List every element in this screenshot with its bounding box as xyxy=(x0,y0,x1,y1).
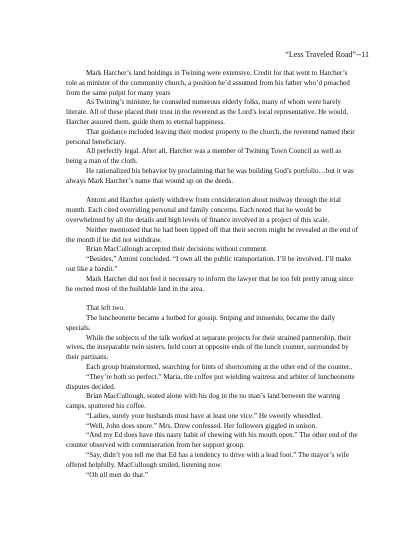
paragraph: “Besides,” Antoni concluded. “I own all the public transportation. I’ll be involved. I’ll make out like a bandit.” xyxy=(66,255,352,273)
paragraph: All perfectly legal. After all, Harcher was a member of Twining Town Council as well as being a man of the cloth. xyxy=(66,147,342,166)
paragraph: The luncheonette became a hotbed for gossip. Sniping and innuendo, became the daily specials. xyxy=(66,313,336,332)
section-break xyxy=(66,294,358,304)
emphasis-word: all xyxy=(99,470,108,479)
paragraph: Neither mentioned that he had been tipped off that their secrets might be revealed at the end of the month if he did not withdraw. xyxy=(66,225,358,244)
paragraph: Brian MacCullough accepted their decisions without comment. xyxy=(86,245,268,254)
paragraph: That guidance included leaving their modest property to the church, the reverend named their personal beneficiary. xyxy=(66,127,355,146)
paragraph: “Ladies, surely your husbands must have at least one vice.” He sweetly wheedled. xyxy=(86,411,323,420)
paragraph: Mark Harcher did not feel it necessary to inform the lawyer that he too felt pretty smug since he owned most of the buildable land in the area. xyxy=(66,274,354,293)
body-text xyxy=(66,69,358,480)
paragraph: As Twining’s minister, he counseled numerous elderly folks, many of whom were barely literate. All of these placed their trust in the reverend as the Lord’s local representative. He would, Harcher assured them, guide them to eternal happiness. xyxy=(66,98,349,126)
paragraph: “And my Ed does have this nasty habit of chewing with his mouth open.” The other end of the counter observed with commiseration from her support group. xyxy=(66,431,358,450)
paragraph: He rationalized his behavior by proclaiming that he was building God’s portfolio…but it was always Mark Harcher’s name that wound up on the deeds. xyxy=(66,166,354,185)
paragraph: While the subjects of the talk worked at separate projects for their strained partnership, their wives, the inseparable twin sisters, held court at opposite ends of the lunch counter, surrounded by their partisans. xyxy=(66,333,351,362)
paragraph: Brian MacCullough, seated alone with his dog in the no man’s land between the warring camps, sputtered his coffee. xyxy=(66,392,341,411)
quote-end: men do that.” xyxy=(107,470,149,479)
paragraph: Each group brainstormed, searching for hints of shortcoming at the other end of the counter.. xyxy=(86,362,353,371)
paragraph: “Well, John does snore.” Mrs. Drew confessed. Her followers giggled in unison. xyxy=(86,421,317,430)
paragraph: Mark Harcher’s land holdings in Twining were extensive. Credit for that went to Harcher’s role as minister of the community church, a position he’d assumed from his father who’d preached from the same pulpit for many years xyxy=(66,69,350,97)
paragraph: Antoni and Harcher quietly withdrew from consideration about midway through the trial month. Each cited overriding personal and family concerns. Each noted that he would be overwhelmed by all the details and high levels of finance involved in a project of this scale. xyxy=(66,196,341,224)
paragraph: “Say, didn’t you tell me that Ed has a tendency to drive with a lead foot.” The mayor’s wife offered helpfully. MacCullough smiled, listening now. xyxy=(66,451,350,469)
running-header: “Less Traveled Road”--11 xyxy=(285,50,369,59)
section-break xyxy=(66,187,358,197)
quote-start: “Oh xyxy=(86,470,100,479)
paragraph: That left two. xyxy=(86,304,125,313)
paragraph: “They’re both so perfect.” Maria, the coffee pot wielding waitress and arbiter of luncheonette disputes decided. xyxy=(66,372,355,391)
paragraph-last xyxy=(66,471,358,481)
